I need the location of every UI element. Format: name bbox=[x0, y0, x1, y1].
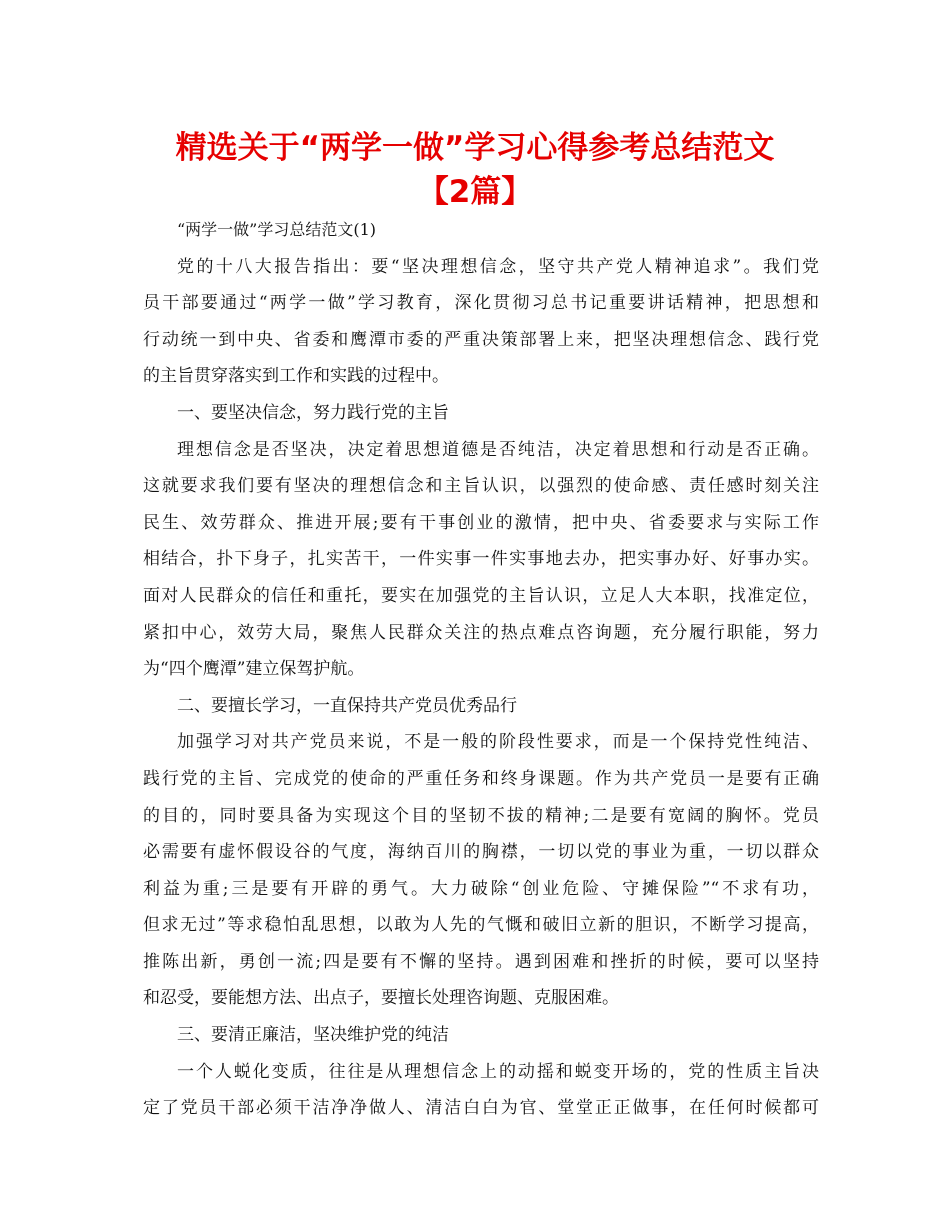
section-heading: 二、要擅长学习，一直保持共产党员优秀品行 bbox=[177, 695, 517, 716]
paragraph-line: 为“四个鹰潭”建立保驾护航。 bbox=[143, 659, 365, 680]
document-title-line2: 【2篇】 bbox=[417, 174, 533, 210]
paragraph-line: 利益为重;三是要有开辟的勇气。大力破除“创业危险、守摊保险”“不求有功， bbox=[143, 878, 819, 899]
paragraph-line: 定了党员干部必须干洁净净做人、清洁白白为官、堂堂正正做事，在任何时候都可 bbox=[143, 1098, 819, 1119]
paragraph-line: 这就要求我们要有坚决的理想信念和主旨认识，以强烈的使命感、责任感时刻关注 bbox=[143, 476, 819, 497]
paragraph-line: 理想信念是否坚决，决定着思想道德是否纯洁，决定着思想和行动是否正确。 bbox=[177, 439, 819, 460]
paragraph-line: 党的十八大报告指出：要“坚决理想信念，坚守共产党人精神追求”。我们党 bbox=[177, 256, 819, 277]
paragraph-line: 相结合，扑下身子，扎实苦干，一件实事一件实事地去办，把实事办好、好事办实。 bbox=[143, 549, 819, 570]
section-subtitle: “两学一做”学习总结范文(1) bbox=[177, 220, 377, 239]
paragraph-line: 推陈出新，勇创一流;四是要有不懈的坚持。遇到困难和挫折的时候，要可以坚持 bbox=[143, 951, 819, 972]
paragraph-line: 民生、效劳群众、推进开展;要有干事创业的激情，把中央、省委要求与实际工作 bbox=[143, 512, 819, 533]
paragraph-line: 员干部要通过“两学一做”学习教育，深化贯彻习总书记重要讲话精神，把思想和 bbox=[143, 293, 819, 314]
document-title-line1: 精选关于“两学一做”学习心得参考总结范文 bbox=[175, 130, 775, 166]
section-heading: 一、要坚决信念，努力践行党的主旨 bbox=[177, 402, 449, 423]
paragraph-line: 加强学习对共产党员来说，不是一般的阶段性要求，而是一个保持党性纯洁、 bbox=[177, 732, 819, 753]
paragraph-line: 和忍受，要能想方法、出点子，要擅长处理咨询题、克服困难。 bbox=[143, 988, 619, 1009]
paragraph-line: 的主旨贯穿落实到工作和实践的过程中。 bbox=[143, 366, 449, 387]
paragraph-line: 一个人蜕化变质，往往是从理想信念上的动摇和蜕变开场的，党的性质主旨决 bbox=[177, 1061, 819, 1082]
paragraph-line: 行动统一到中央、省委和鹰潭市委的严重决策部署上来，把坚决理想信念、践行党 bbox=[143, 329, 819, 350]
paragraph-line: 必需要有虚怀假设谷的气度，海纳百川的胸襟，一切以党的事业为重，一切以群众 bbox=[143, 842, 819, 863]
document-body bbox=[143, 212, 819, 1127]
paragraph-line: 但求无过”等求稳怕乱思想，以敢为人先的气慨和破旧立新的胆识，不断学习提高， bbox=[143, 915, 819, 936]
paragraph-line: 践行党的主旨、完成党的使命的严重任务和终身课题。作为共产党员一是要有正确 bbox=[143, 768, 819, 789]
paragraph-line: 面对人民群众的信任和重托，要实在加强党的主旨认识，立足人大本职，找准定位， bbox=[143, 585, 819, 606]
section-heading: 三、要清正廉洁，坚决维护党的纯洁 bbox=[177, 1025, 449, 1046]
paragraph-line: 紧扣中心，效劳大局，聚焦人民群众关注的热点难点咨询题，充分履行职能，努力 bbox=[143, 622, 819, 643]
paragraph-line: 的目的，同时要具备为实现这个目的坚韧不拔的精神;二是要有宽阔的胸怀。党员 bbox=[143, 805, 819, 826]
